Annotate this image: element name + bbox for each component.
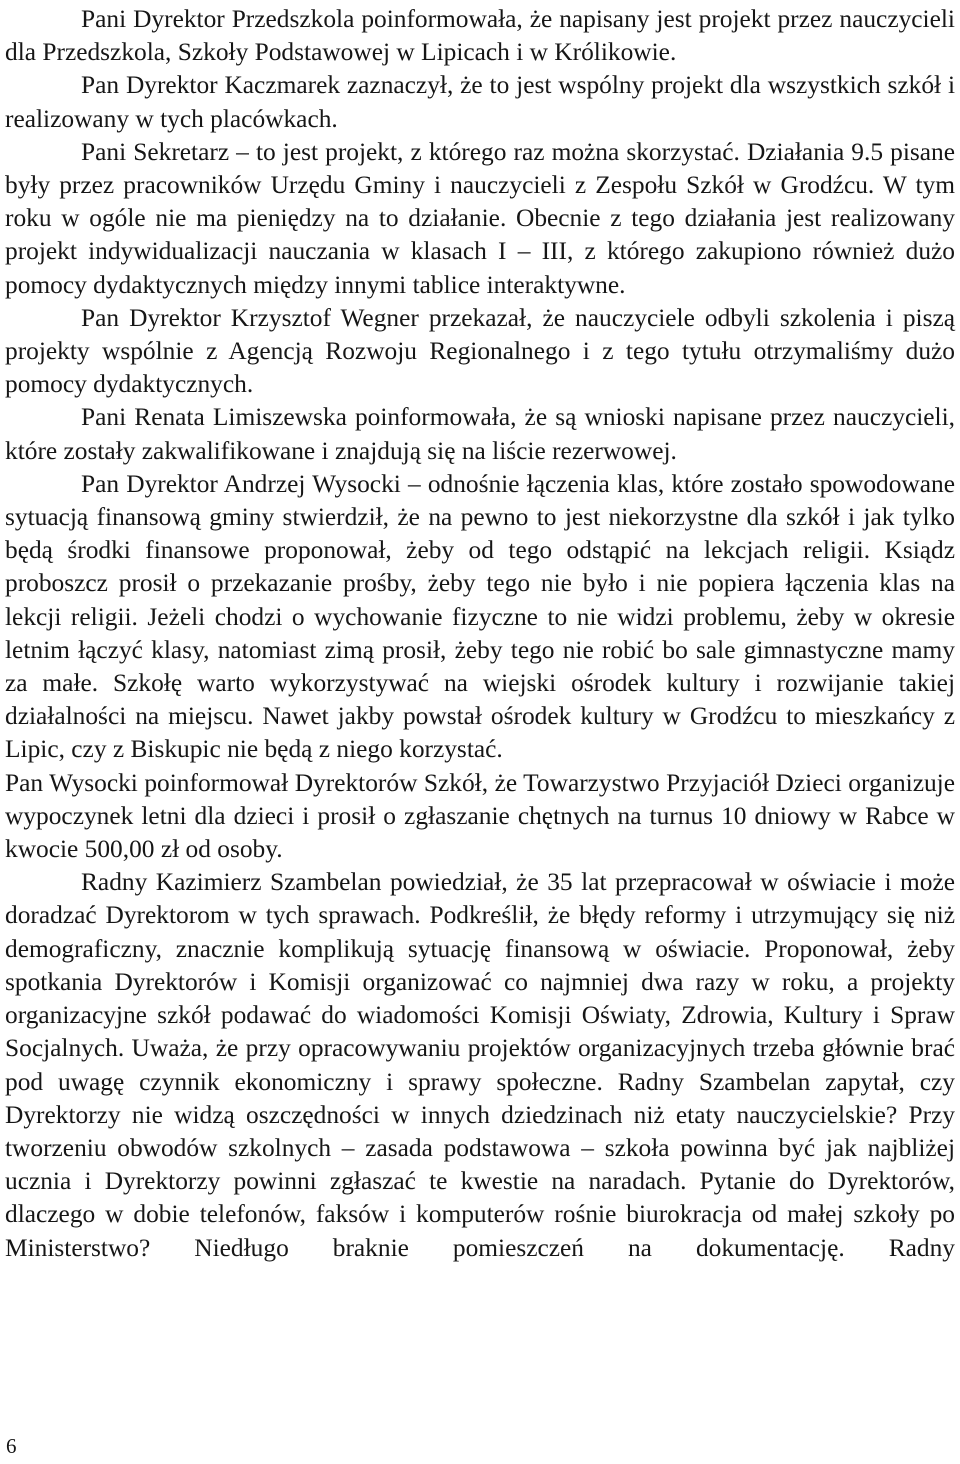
paragraph: Pani Sekretarz – to jest projekt, z którego raz można skorzystać. Działania 9.5 pisane były przez pracowników Urzędu Gminy i nauczycieli z Zespołu Szkół w Grodźcu. W tym roku w ogóle nie ma pieniędzy na to działanie. Obecnie z tego działania jest realizowany projekt indywidualizacji nauczania w klasach I – III, z którego zakupiono również dużo pomocy dydaktycznych między innymi tablice interaktywne. (5, 137, 955, 299)
paragraph: Pan Dyrektor Krzysztof Wegner przekazał, że nauczyciele odbyli szkolenia i piszą projekty wspólnie z Agencją Rozwoju Regionalnego i z tego tytułu otrzymaliśmy dużo pomocy dydaktycznych. (5, 303, 955, 399)
document-page (5, 0, 955, 1265)
page-number: 6 (6, 1434, 17, 1458)
paragraph: Pan Dyrektor Andrzej Wysocki – odnośnie łączenia klas, które zostało spowodowane sytuacją finansową gminy stwierdził, że na pewno to jest niekorzystne dla szkół i jak tylko będą środki finansowe proponował, żeby od tego odstąpić na lekcjach religii. Ksiądz proboszcz prosił o przekazanie prośby, żeby tego nie było i nie popiera łączenia klas na lekcji religii. Jeżeli chodzi o wychowanie fizyczne to nie widzi problemu, żeby w okresie letnim łączyć klasy, natomiast zimą prosił, żeby tego nie robić bo sale gimnastyczne mamy za małe. Szkołę warto wykorzystywać na wiejski ośrodek kultury i rozwijanie takiej działalności na miejscu. Nawet jakby powstał ośrodek kultury w Grodźcu to mieszkańcy z Lipic, czy z Biskupic nie będą z niego korzystać. (5, 469, 955, 764)
paragraph: Pani Dyrektor Przedszkola poinformowała, że napisany jest projekt przez nauczycieli dla Przedszkola, Szkoły Podstawowej w Lipicach i w Królikowie. (5, 5, 955, 67)
paragraph: Pan Dyrektor Kaczmarek zaznaczył, że to jest wspólny projekt dla wszystkich szkół i realizowany w tych placówkach. (5, 71, 955, 133)
paragraph: Pani Renata Limiszewska poinformowała, że są wnioski napisane przez nauczycieli, które zostały zakwalifikowane i znajdują się na liście rezerwowej. (5, 403, 955, 465)
paragraph: Pan Wysocki poinformował Dyrektorów Szkół, że Towarzystwo Przyjaciół Dzieci organizuje wypoczynek letni dla dzieci i prosił o zgłaszanie chętnych na turnus 10 dniowy w Rabce w kwocie 500,00 zł od osoby. (5, 768, 955, 864)
paragraph-last: Radny Kazimierz Szambelan powiedział, że 35 lat przepracował w oświacie i może doradzać Dyrektorom w tych sprawach. Podkreślił, że błędy reformy i utrzymujący się niż demograficzny, znacznie komplikują sytuację finansową w oświacie. Proponował, żeby spotkania Dyrektorów i Komisji organizować co najmniej dwa razy w roku, a projekty organizacyjne szkół podawać do wiadomości Komisji Oświaty, Zdrowia, Kultury i Spraw Socjalnych. Uważa, że przy opracowywaniu projektów organizacyjnych trzeba głównie brać pod uwagę czynnik ekonomiczny i sprawy społeczne. Radny Szambelan zapytał, czy Dyrektorzy nie widzą oszczędności w innych dziedzinach niż etaty nauczycielskie? Przy tworzeniu obwodów szkolnych – zasada podstawowa – szkoła powinna być jak najbliżej ucznia i Dyrektorzy powinni zgłaszać te kwestie na naradach. Pytanie do Dyrektorów, dlaczego w dobie telefonów, faksów i komputerów rośnie biurokracja od małej szkoły po Ministerstwo? Niedługo braknie pomieszczeń na dokumentację. Radny (5, 868, 955, 1262)
